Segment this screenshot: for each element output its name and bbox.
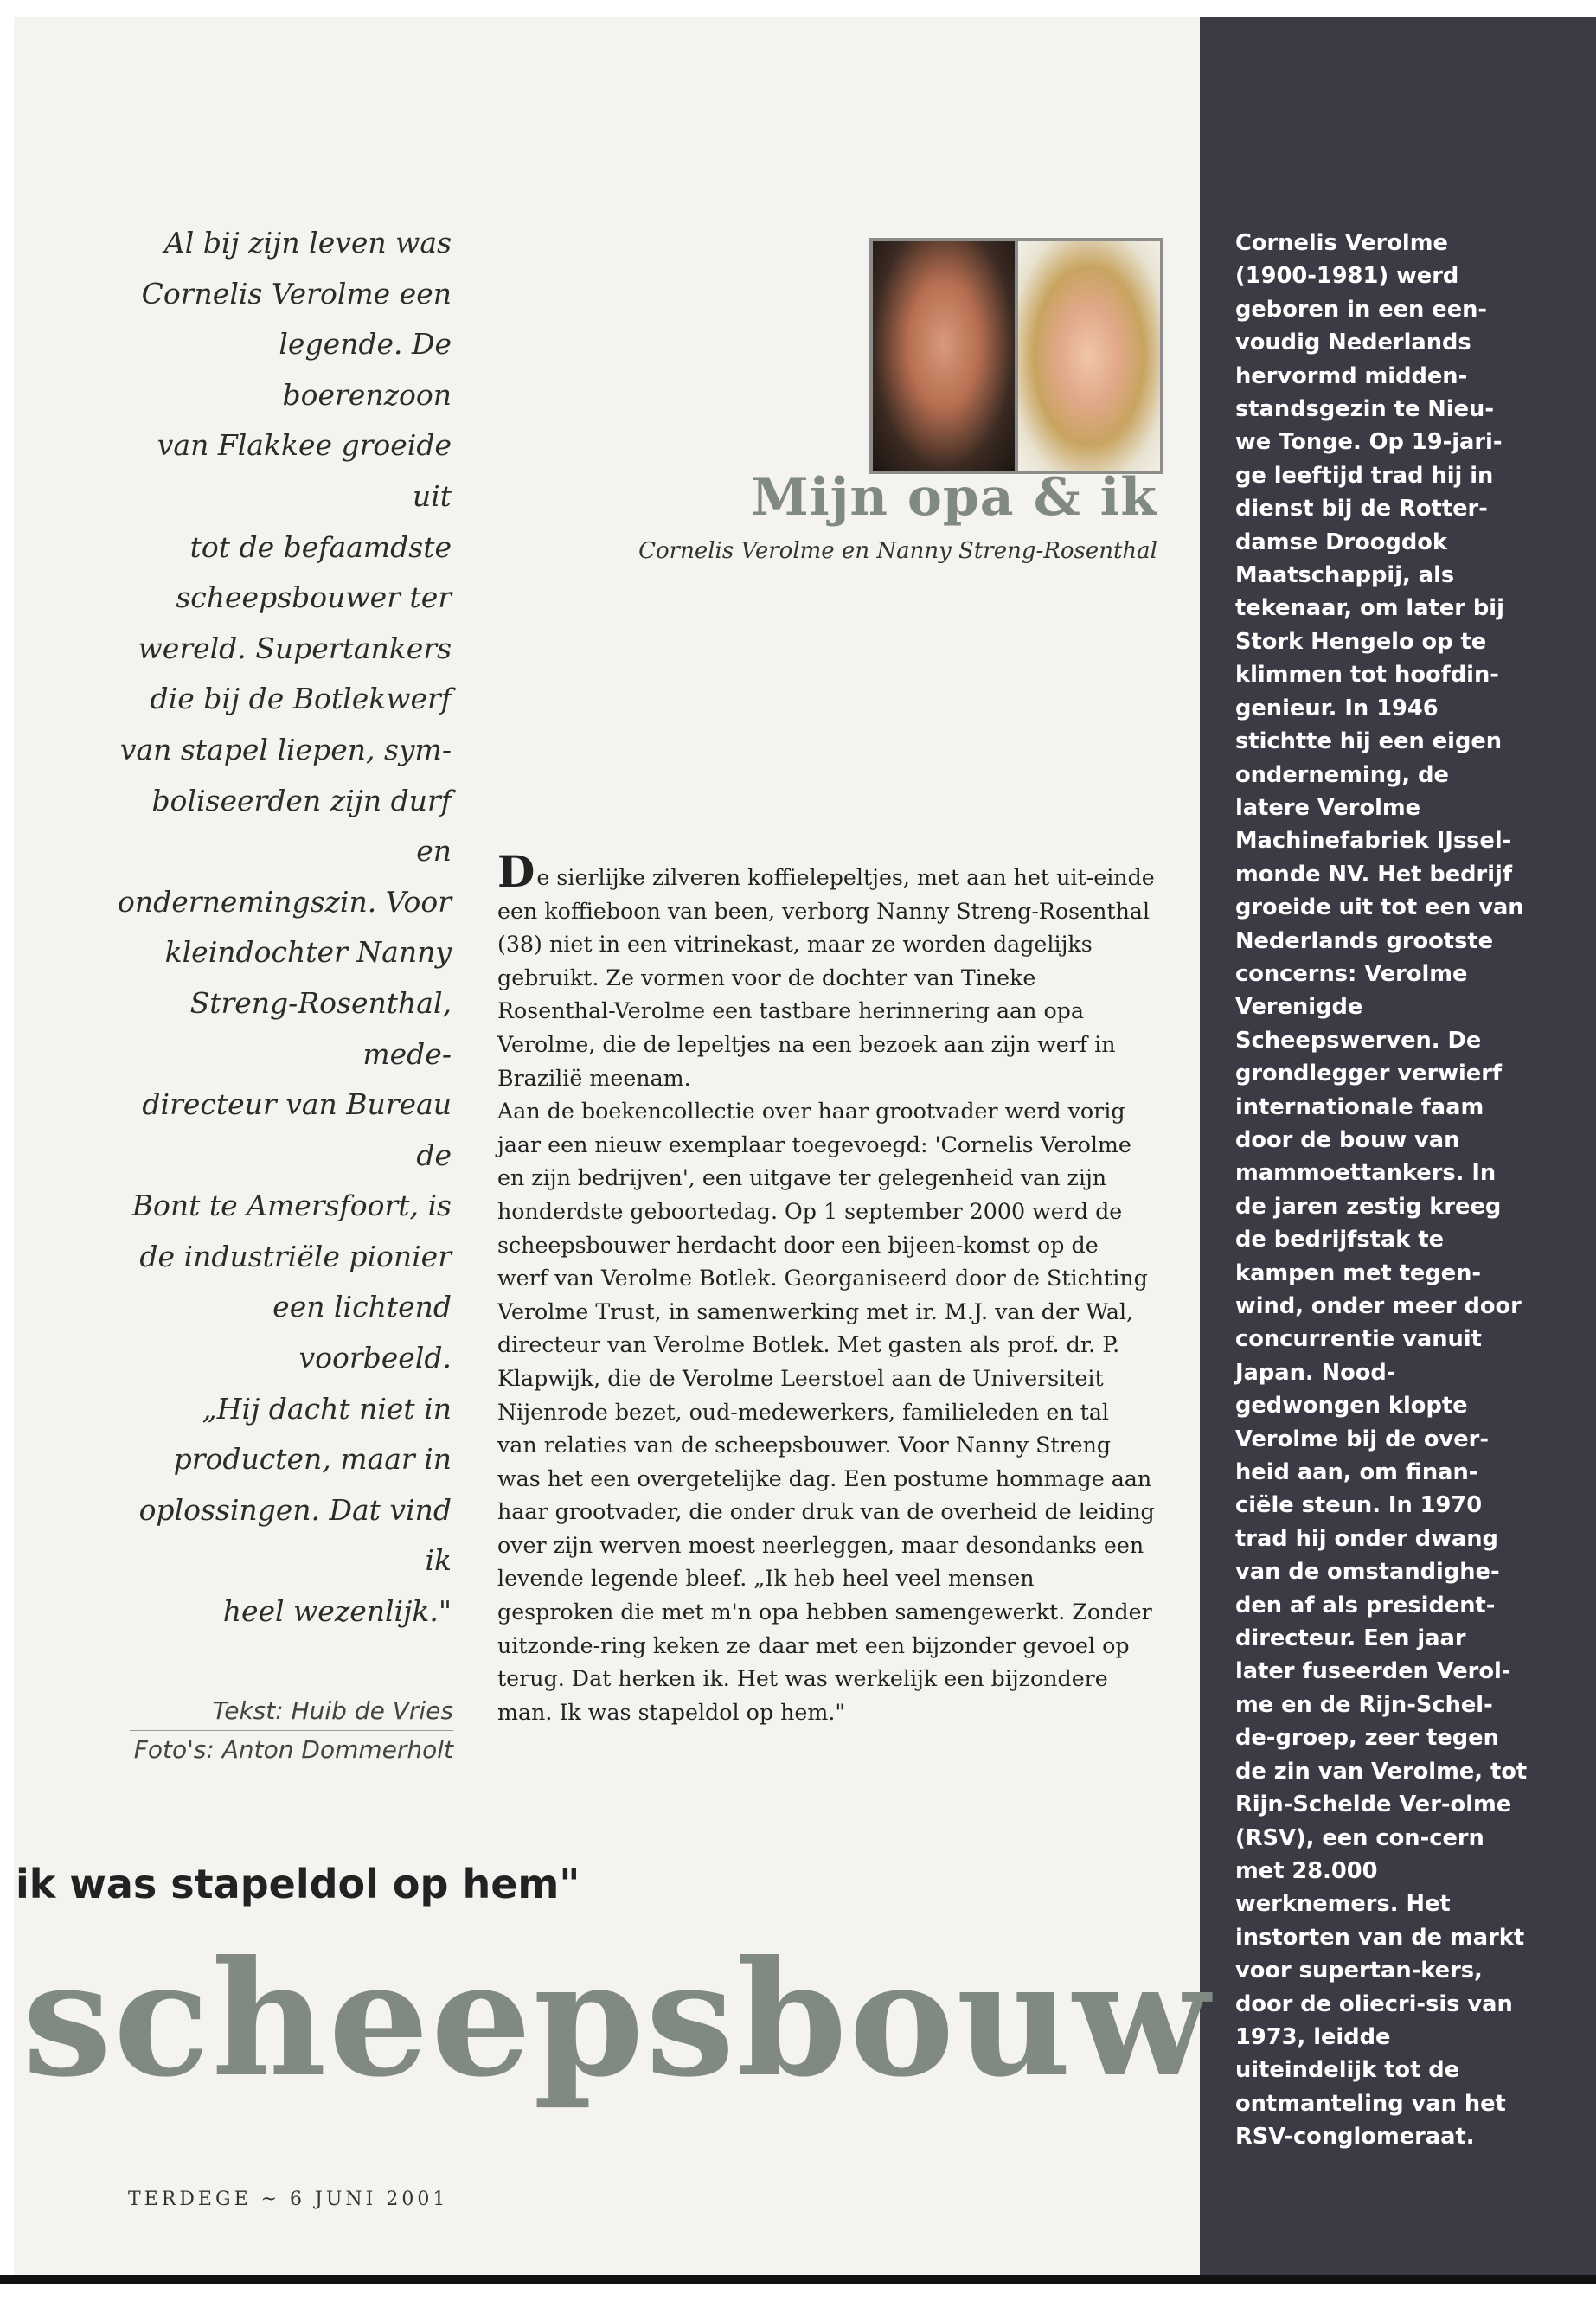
big-headline-word: scheepsbouw: [22, 1926, 1211, 2112]
portrait-photos: [869, 238, 1163, 474]
credits: [130, 1692, 453, 1769]
article-body: [497, 846, 1155, 1729]
pull-quote-heading: ik was stapeldol op hem": [16, 1861, 580, 1907]
sidebar-biography: Cornelis Verolme (1900-1981) werd geboren in een een-voudig Nederlands hervormd midden-standsgezin te Nieu-we Tonge. Op 19-jari-ge leeftijd trad hij in dienst bij de Rotter-damse Droogdok Maatschappij, als tekenaar, om later bij Stork Hengelo op te klimmen tot hoofdin-genieur. In 1946 stichtte hij een eigen onderneming, de latere Verolme Machinefabriek IJssel-monde NV. Het bedrijf groeide uit tot een van Nederlands grootste concerns: Verolme Verenigde Scheepswerven. De grondlegger verwierf internationale faam door de bouw van mammoettankers. In de jaren zestig kreeg de bedrijfstak te kampen met tegen-wind, onder meer door concurrentie vanuit Japan. Nood-gedwongen klopte Verolme bij de over-heid aan, om finan-ciële steun. In 1970 trad hij onder dwang van de omstandighe-den af als president-directeur. Een jaar later fuseerden Verol-me en de Rijn-Schel-de-groep, zeer tegen de zin van Verolme, tot Rijn-Schelde Ver-olme (RSV), een con-cern met 28.000 werknemers. Het instorten van de markt voor supertan-kers, door de oliecri-sis van 1973, leidde uiteindelijk tot de ontmanteling van het RSV-conglomeraat.: [1235, 230, 1528, 2150]
credit-text: Tekst: Huib de Vries: [130, 1692, 453, 1731]
body-paragraph-2: Aan de boekencollectie over haar grootvader werd vorig jaar een nieuw exemplaar toegevoegd: 'Cornelis Verolme en zijn bedrijven', een uitgave ter gelegenheid van zijn honderdste geboortedag. Op 1 september 2000 werd de scheepsbouwer herdacht door een bijeen-komst op de werf van Verolme Botlek. Georganiseerd door de Stichting Verolme Trust, in samenwerking met ir. M.J. van der Wal, directeur van Verolme Botlek. Met gasten als prof. dr. P. Klapwijk, die de Verolme Leerstoel aan de Universiteit Nijenrode bezet, oud-medewerkers, familieleden en tal van relaties van de scheepsbouwer. Voor Nanny Streng was het een overgetelijke dag. Een postume hommage aan haar grootvader, die onder druk van de overheid de leiding over zijn werven moest neerleggen, maar desondanks een levende legende bleef. „Ik heb heel veel mensen gesproken die met m'n opa hebben samengewerkt. Zonder uitzonde-ring keken ze daar met een bijzonder gevoel op terug. Dat herken ik. Het was werkelijk een bijzondere man. Ik was stapeldol op hem.": [497, 1099, 1155, 1725]
page-top-edge: [0, 0, 1596, 16]
drop-cap: D: [497, 846, 535, 897]
page-bottom-edge: [0, 2275, 1596, 2284]
credit-photo: Foto's: Anton Dommerholt: [133, 1735, 453, 1764]
article-subtitle: Cornelis Verolme en Nanny Streng-Rosenthal: [638, 538, 1157, 564]
page-footer: TERDEGE ~ 6 JUNI 2001: [128, 2189, 449, 2210]
portrait-nanny-streng-rosenthal: [1018, 241, 1160, 471]
body-paragraph-1-text: e sierlijke zilveren koffielepeltjes, met aan het uit-einde een koffieboon van been, verborg Nanny Streng-Rosenthal (38) niet in een vitrinekast, maar ze worden dagelijks gebruikt. Ze vormen voor de dochter van Tineke Rosenthal-Verolme een tastbare herinnering aan opa Verolme, die de lepeltjes na een bezoek aan zijn werf in Brazilië meenam.: [497, 865, 1155, 1091]
intro-italic-text: Al bij zijn leven was Cornelis Verolme een legende. De boerenzoon van Flakkee groeide uit tot de befaamdste scheepsbouwer ter wereld. Supertankers die bij de Botlekwerf van stapel liepen, sym- boliseerden zijn durf en ondernemingszin. Voor kleindochter Nanny Streng-Rosenthal, mede- directeur van Bureau de Bont te Amersfoort, is de industriële pionier een lichtend voorbeeld. „Hij dacht niet in producten, maar in oplossingen. Dat vind ik heel wezenlijk.": [118, 226, 452, 1629]
body-paragraph-1: [497, 846, 1155, 1095]
portrait-cornelis-verolme: [873, 241, 1015, 471]
article-title: Mijn opa & ik: [751, 467, 1157, 528]
